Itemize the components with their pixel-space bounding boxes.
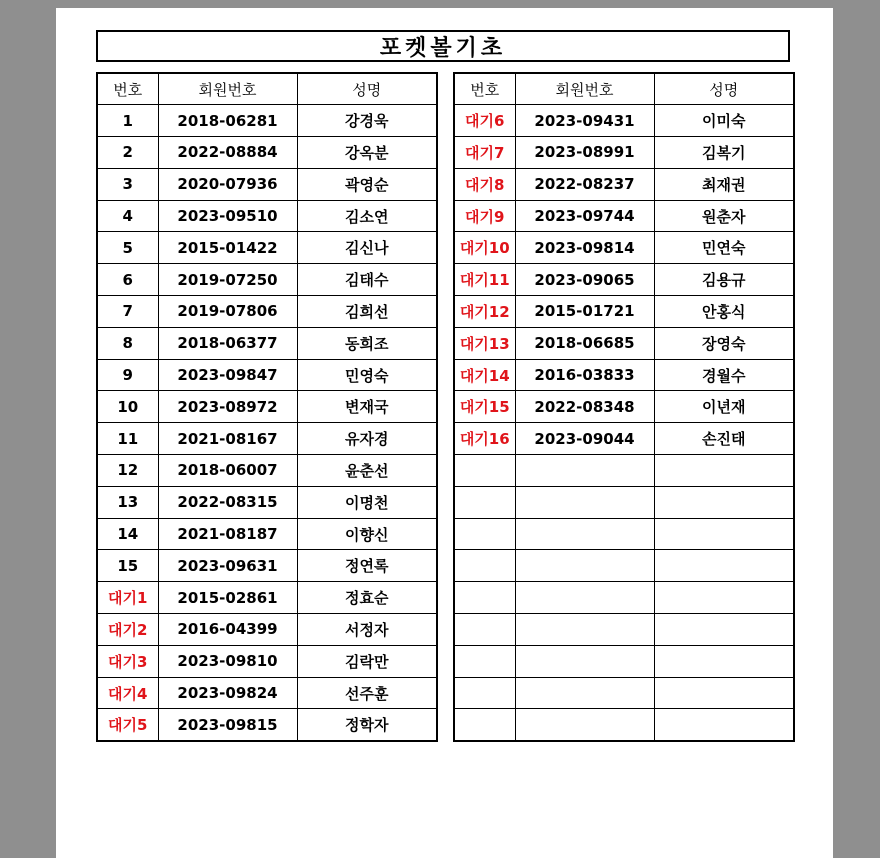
table-row (454, 645, 794, 677)
table-row (97, 264, 437, 296)
member-id-cell: 2015-02861 (158, 582, 297, 614)
row-number: 10 (97, 391, 158, 423)
member-name-cell (654, 677, 794, 709)
table-row (454, 232, 794, 264)
header-member-id: 회원번호 (515, 73, 654, 105)
member-id-cell: 2015-01721 (515, 296, 654, 328)
member-id-cell: 2015-01422 (158, 232, 297, 264)
table-row (97, 518, 437, 550)
member-id-cell: 2018-06377 (158, 327, 297, 359)
table-row (454, 391, 794, 423)
row-number: 8 (97, 327, 158, 359)
row-number: 12 (97, 455, 158, 487)
table-row (454, 296, 794, 328)
member-name-cell: 강경욱 (297, 105, 437, 137)
row-number (454, 677, 515, 709)
member-name-cell: 선주훈 (297, 677, 437, 709)
member-id-cell: 2022-08884 (158, 137, 297, 169)
row-number: 대기15 (454, 391, 515, 423)
row-number: 대기7 (454, 137, 515, 169)
member-id-cell: 2022-08315 (158, 486, 297, 518)
table-row (454, 327, 794, 359)
member-id-cell: 2023-09815 (158, 709, 297, 741)
roster-table-left (96, 72, 438, 742)
table-row (454, 614, 794, 646)
member-id-cell: 2018-06281 (158, 105, 297, 137)
table-row (97, 391, 437, 423)
row-number: 13 (97, 486, 158, 518)
member-name-cell: 정효순 (297, 582, 437, 614)
row-number: 대기1 (97, 582, 158, 614)
member-name-cell: 원춘자 (654, 200, 794, 232)
member-name-cell: 이미숙 (654, 105, 794, 137)
table-row (454, 582, 794, 614)
row-number: 대기2 (97, 614, 158, 646)
row-number: 6 (97, 264, 158, 296)
member-name-cell (654, 614, 794, 646)
row-number: 대기4 (97, 677, 158, 709)
member-name-cell: 이향신 (297, 518, 437, 550)
row-number: 1 (97, 105, 158, 137)
member-id-cell: 2016-04399 (158, 614, 297, 646)
table-row (454, 550, 794, 582)
member-name-cell: 이명천 (297, 486, 437, 518)
table-row (97, 137, 437, 169)
table-row (97, 359, 437, 391)
member-id-cell (515, 614, 654, 646)
member-name-cell (654, 486, 794, 518)
member-name-cell: 동희조 (297, 327, 437, 359)
row-number: 대기10 (454, 232, 515, 264)
document-page (56, 8, 833, 858)
member-id-cell: 2019-07250 (158, 264, 297, 296)
table-row (454, 455, 794, 487)
table-row (97, 645, 437, 677)
table-row (97, 232, 437, 264)
table-row (454, 359, 794, 391)
member-name-cell: 손진태 (654, 423, 794, 455)
row-number (454, 614, 515, 646)
table-row (97, 677, 437, 709)
member-id-cell (515, 709, 654, 741)
member-name-cell: 윤춘선 (297, 455, 437, 487)
table-row (97, 327, 437, 359)
table-row (97, 709, 437, 741)
member-name-cell: 김신나 (297, 232, 437, 264)
member-id-cell: 2022-08348 (515, 391, 654, 423)
header-member-id: 회원번호 (158, 73, 297, 105)
header-number: 번호 (97, 73, 158, 105)
member-name-cell: 장영숙 (654, 327, 794, 359)
member-name-cell: 최재권 (654, 168, 794, 200)
member-id-cell: 2023-09810 (158, 645, 297, 677)
member-name-cell: 안홍식 (654, 296, 794, 328)
document-title: 포켓볼기초 (96, 30, 790, 62)
member-id-cell: 2023-08991 (515, 137, 654, 169)
table-row (454, 677, 794, 709)
member-id-cell: 2023-09065 (515, 264, 654, 296)
member-id-cell (515, 645, 654, 677)
row-number: 대기9 (454, 200, 515, 232)
row-number: 15 (97, 550, 158, 582)
member-name-cell: 민영숙 (297, 359, 437, 391)
member-id-cell: 2021-08187 (158, 518, 297, 550)
member-id-cell (515, 486, 654, 518)
member-id-cell: 2023-09044 (515, 423, 654, 455)
member-id-cell: 2023-09814 (515, 232, 654, 264)
member-name-cell: 변재국 (297, 391, 437, 423)
member-name-cell: 김락만 (297, 645, 437, 677)
member-id-cell: 2019-07806 (158, 296, 297, 328)
member-name-cell: 서정자 (297, 614, 437, 646)
member-name-cell: 정학자 (297, 709, 437, 741)
member-name-cell: 김소연 (297, 200, 437, 232)
member-id-cell (515, 677, 654, 709)
row-number: 11 (97, 423, 158, 455)
member-id-cell: 2018-06685 (515, 327, 654, 359)
table-row (97, 486, 437, 518)
row-number: 대기14 (454, 359, 515, 391)
member-id-cell (515, 582, 654, 614)
row-number: 14 (97, 518, 158, 550)
row-number: 4 (97, 200, 158, 232)
header-name: 성명 (654, 73, 794, 105)
member-name-cell (654, 645, 794, 677)
table-row (454, 200, 794, 232)
row-number (454, 518, 515, 550)
row-number: 대기8 (454, 168, 515, 200)
row-number: 대기6 (454, 105, 515, 137)
table-row (97, 168, 437, 200)
member-name-cell: 김희선 (297, 296, 437, 328)
member-name-cell (654, 455, 794, 487)
header-row (97, 73, 437, 105)
member-id-cell: 2023-09510 (158, 200, 297, 232)
table-row (97, 296, 437, 328)
member-id-cell (515, 455, 654, 487)
member-id-cell: 2018-06007 (158, 455, 297, 487)
member-name-cell (654, 709, 794, 741)
roster-table-right (453, 72, 795, 742)
header-row (454, 73, 794, 105)
table-row (454, 264, 794, 296)
table-row (454, 518, 794, 550)
row-number (454, 486, 515, 518)
table-row (454, 105, 794, 137)
row-number: 2 (97, 137, 158, 169)
member-id-cell: 2022-08237 (515, 168, 654, 200)
row-number: 5 (97, 232, 158, 264)
row-number: 대기5 (97, 709, 158, 741)
table-row (97, 105, 437, 137)
row-number: 대기3 (97, 645, 158, 677)
row-number (454, 550, 515, 582)
table-row (97, 550, 437, 582)
row-number (454, 582, 515, 614)
row-number (454, 709, 515, 741)
row-number: 대기13 (454, 327, 515, 359)
header-name: 성명 (297, 73, 437, 105)
member-name-cell: 김용규 (654, 264, 794, 296)
header-number: 번호 (454, 73, 515, 105)
table-row (454, 486, 794, 518)
member-id-cell: 2023-08972 (158, 391, 297, 423)
member-name-cell: 유자경 (297, 423, 437, 455)
table-row (454, 423, 794, 455)
table-row (454, 709, 794, 741)
member-name-cell: 김태수 (297, 264, 437, 296)
member-id-cell: 2023-09631 (158, 550, 297, 582)
member-id-cell: 2023-09431 (515, 105, 654, 137)
table-row (97, 423, 437, 455)
table-row (97, 455, 437, 487)
row-number: 3 (97, 168, 158, 200)
member-name-cell: 이년재 (654, 391, 794, 423)
row-number (454, 455, 515, 487)
table-row (97, 582, 437, 614)
member-name-cell (654, 582, 794, 614)
member-name-cell (654, 550, 794, 582)
member-id-cell: 2020-07936 (158, 168, 297, 200)
member-id-cell (515, 518, 654, 550)
member-name-cell: 김복기 (654, 137, 794, 169)
table-row (454, 137, 794, 169)
row-number: 7 (97, 296, 158, 328)
row-number: 대기16 (454, 423, 515, 455)
member-id-cell: 2016-03833 (515, 359, 654, 391)
member-id-cell: 2023-09744 (515, 200, 654, 232)
member-name-cell: 곽영순 (297, 168, 437, 200)
table-row (97, 200, 437, 232)
row-number: 대기11 (454, 264, 515, 296)
member-name-cell: 민연숙 (654, 232, 794, 264)
member-name-cell: 정연록 (297, 550, 437, 582)
table-row (97, 614, 437, 646)
table-row (454, 168, 794, 200)
member-id-cell: 2023-09824 (158, 677, 297, 709)
member-name-cell: 강옥분 (297, 137, 437, 169)
member-id-cell (515, 550, 654, 582)
member-name-cell (654, 518, 794, 550)
member-name-cell: 경월수 (654, 359, 794, 391)
row-number: 9 (97, 359, 158, 391)
member-id-cell: 2021-08167 (158, 423, 297, 455)
row-number: 대기12 (454, 296, 515, 328)
row-number (454, 645, 515, 677)
member-id-cell: 2023-09847 (158, 359, 297, 391)
